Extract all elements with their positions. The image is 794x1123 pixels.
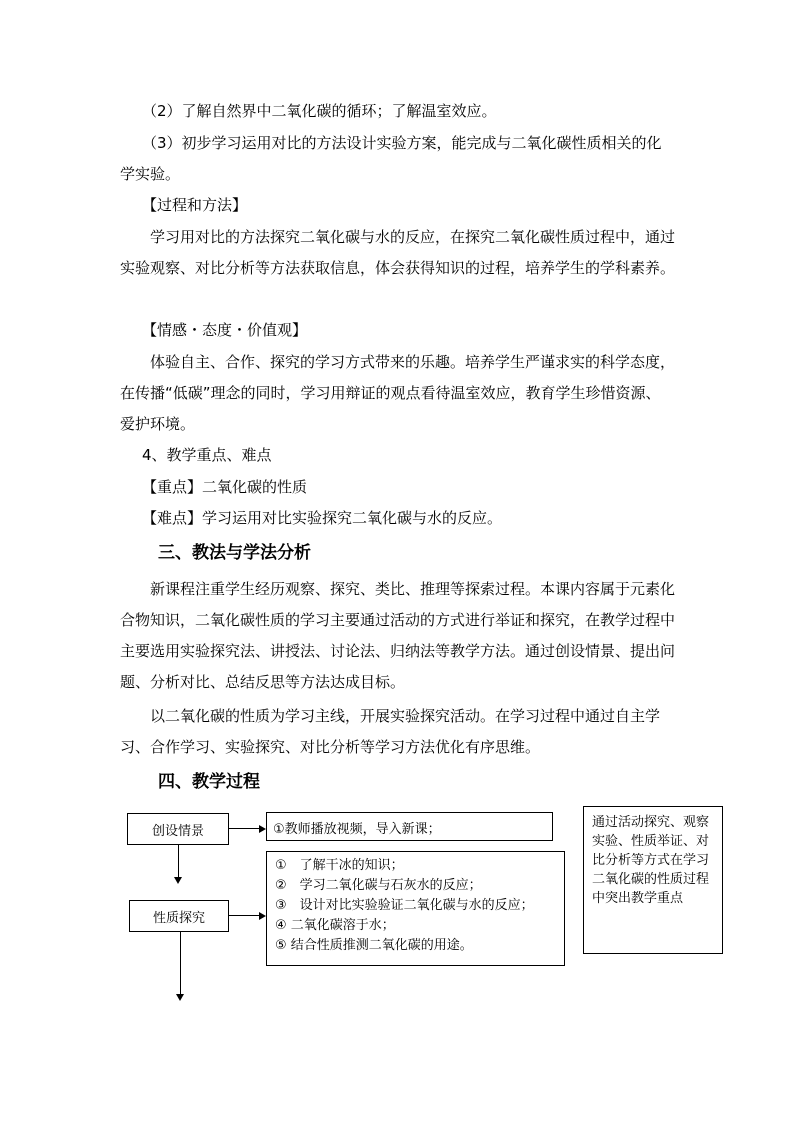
- key-difficult-heading: 4、教学重点、难点: [142, 446, 272, 464]
- methods-text-1: 新课程注重学生经历观察、探究、类比、推理等探索过程。本课内容属于元素化合物知识，二氧化碳性质的学习主要通过活动的方式进行举证和探究，在教学过程中主要选用实验探究法、讲授法、讨论法、归纳法等教学方法。通过创设情景、提出问题、分析对比、总结反思等方法达成目标。: [120, 580, 676, 691]
- list-item: ⑤ 结合性质推测二氧化碳的用途。: [275, 938, 473, 953]
- section-heading-methods: 三、教法与学法分析: [158, 543, 311, 563]
- process-method-heading: 【过程和方法】: [142, 196, 248, 214]
- objective-2: （2）了解自然界中二氧化碳的循环；了解温室效应。: [142, 102, 497, 120]
- flow-step-property-label: 性质探究: [152, 910, 205, 926]
- connector-line: [178, 845, 179, 878]
- flow-note-text: 通过活动探究、观察实验、性质举证、对比分析等方式在学习二氧化碳的性质过程中突出教学重点: [592, 815, 710, 906]
- connector-line: [180, 932, 181, 995]
- flow-step-property: [129, 900, 229, 932]
- flow-step-property-detail: [266, 851, 565, 966]
- list-item: ① 了解干冰的知识；: [275, 858, 404, 873]
- list-item: ③ 设计对比实验验证二氧化碳与水的反应；: [275, 898, 534, 913]
- arrow-down-icon: [176, 994, 184, 1001]
- section-heading-process: 四、教学过程: [158, 772, 260, 792]
- process-method-text: 学习用对比的方法探究二氧化碳与水的反应，在探究二氧化碳性质过程中，通过实验观察、对比分析等方法获取信息，体会获得知识的过程，培养学生的学科素养。: [120, 228, 676, 277]
- emotion-attitude-heading: 【情感・态度・价值观】: [142, 321, 308, 339]
- arrow-right-icon: [259, 912, 266, 920]
- difficult-point: 【难点】学习运用对比实验探究二氧化碳与水的反应。: [142, 509, 503, 527]
- objective-3: （3）初步学习运用对比的方法设计实验方案，能完成与二氧化碳性质相关的化学实验。: [120, 134, 662, 183]
- key-point: 【重点】二氧化碳的性质: [142, 478, 308, 496]
- arrow-right-icon: [259, 825, 266, 833]
- methods-text-2: 以二氧化碳的性质为学习主线，开展实验探究活动。在学习过程中通过自主学习、合作学习、实验探究、对比分析等学习方法优化有序思维。: [120, 707, 661, 756]
- connector-line: [229, 915, 261, 916]
- list-item: ② 学习二氧化碳与石灰水的反应；: [275, 878, 482, 893]
- list-item: ④ 二氧化碳溶于水；: [275, 918, 395, 933]
- flow-note: [583, 806, 723, 954]
- flow-step-situation-item: ①教师播放视频，导入新课；: [273, 822, 441, 837]
- flow-step-situation: [127, 813, 229, 845]
- arrow-down-icon: [174, 877, 182, 884]
- flow-step-situation-label: 创设情景: [151, 823, 204, 839]
- emotion-attitude-text: 体验自主、合作、探究的学习方式带来的乐趣。培养学生严谨求实的科学态度，在传播“低碳”理念的同时，学习用辩证的观点看待温室效应，教育学生珍惜资源、爱护环境。: [120, 353, 676, 433]
- connector-line: [229, 828, 261, 829]
- flow-step-situation-detail: [266, 812, 553, 841]
